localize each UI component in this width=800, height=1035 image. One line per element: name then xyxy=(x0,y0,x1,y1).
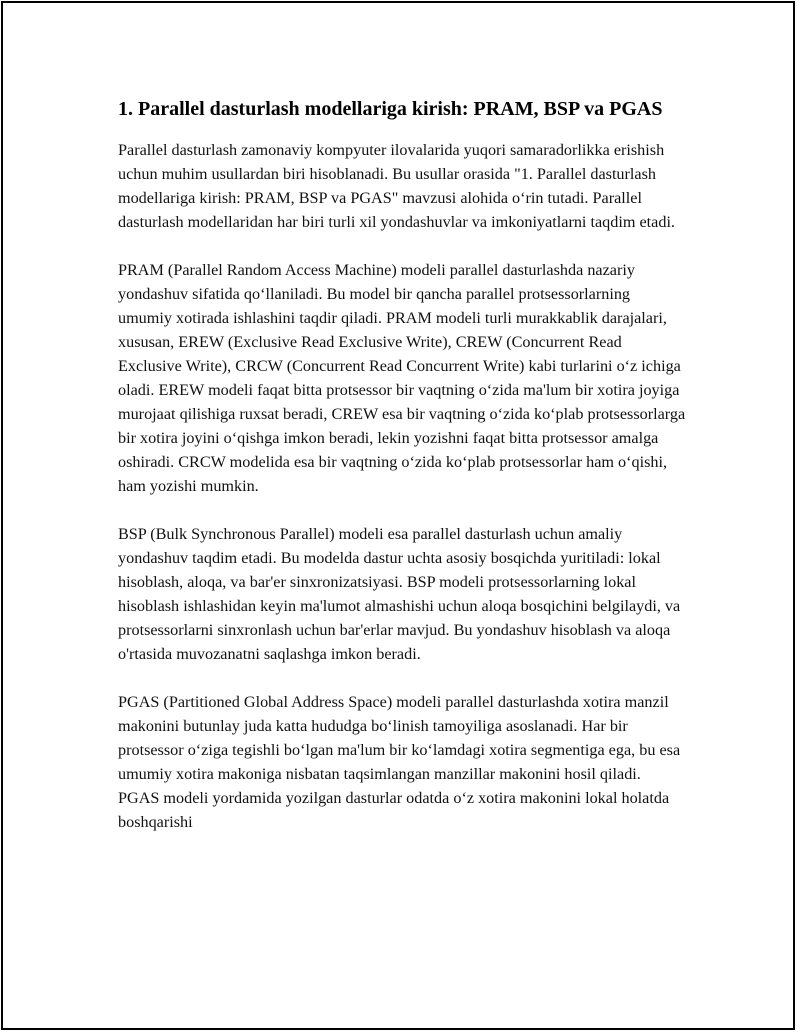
paragraph-pgas: PGAS (Partitioned Global Address Space) modeli parallel dasturlashda xotira manzil makonini butunlay juda katta hududga boʻlinish tamoyiliga asoslanadi. Har bir protsessor oʻziga tegishli boʻlgan ma'lum bir koʻlamdagi xotira segmentiga ega, bu esa umumiy xotira makoniga nisbatan taqsimlangan manzillar makonini hosil qiladi. PGAS modeli yordamida yozilgan dasturlar odatda oʻz xotira makonini lokal holatda boshqarishi xyxy=(118,693,681,831)
paragraph-intro: Parallel dasturlash zamonaviy kompyuter ilovalarida yuqori samaradorlikka erishish uchun muhim usullardan biri hisoblanadi. Bu usullar orasida "1. Parallel dasturlash modellariga kirish: PRAM, BSP va PGAS" mavzusi alohida oʻrin tutadi. Parallel dasturlash modellaridan har biri turli xil yondashuvlar va imkoniyatlarni taqdim etadi. xyxy=(118,141,675,231)
paragraph-pram: PRAM (Parallel Random Access Machine) modeli parallel dasturlashda nazariy yondashuv sifatida qoʻllaniladi. Bu model bir qancha parallel protsessorlarning umumiy xotirada ishlashini taqdir qiladi. PRAM modeli turli murakkablik darajalari, xususan, EREW (Exclusive Read Exclusive Write), CREW (Concurrent Read Exclusive Write), CRCW (Concurrent Read Concurrent Write) kabi turlarini oʻz ichiga oladi. EREW modeli faqat bitta protsessor bir vaqtning oʻzida ma'lum bir xotira joyiga murojaat qilishiga ruxsat beradi, CREW esa bir vaqtning oʻzida koʻplab protsessorlarga bir xotira joyini oʻqishga imkon beradi, lekin yozishni faqat bitta protsessor amalga oshiradi. CRCW modelida esa bir vaqtning oʻzida koʻplab protsessorlar ham oʻqishi, ham yozishi mumkin. xyxy=(118,261,686,495)
paragraph-bsp: BSP (Bulk Synchronous Parallel) modeli esa parallel dasturlash uchun amaliy yondashuv taqdim etadi. Bu modelda dastur uchta asosiy bosqichda yuritiladi: lokal hisoblash, aloqa, va bar'er sinxronizatsiyasi. BSP modeli protsessorlarning lokal hisoblash ishlashidan keyin ma'lumot almashishi uchun aloqa bosqichini belgilaydi, va protsessorlarni sinxronlash uchun bar'erlar mavjud. Bu yondashuv hisoblash va aloqa o'rtasida muvozanatni saqlashga imkon beradi. xyxy=(118,525,681,663)
document-body xyxy=(118,94,686,858)
document-title: 1. Parallel dasturlash modellariga kirish: PRAM, BSP va PGAS xyxy=(118,98,663,120)
